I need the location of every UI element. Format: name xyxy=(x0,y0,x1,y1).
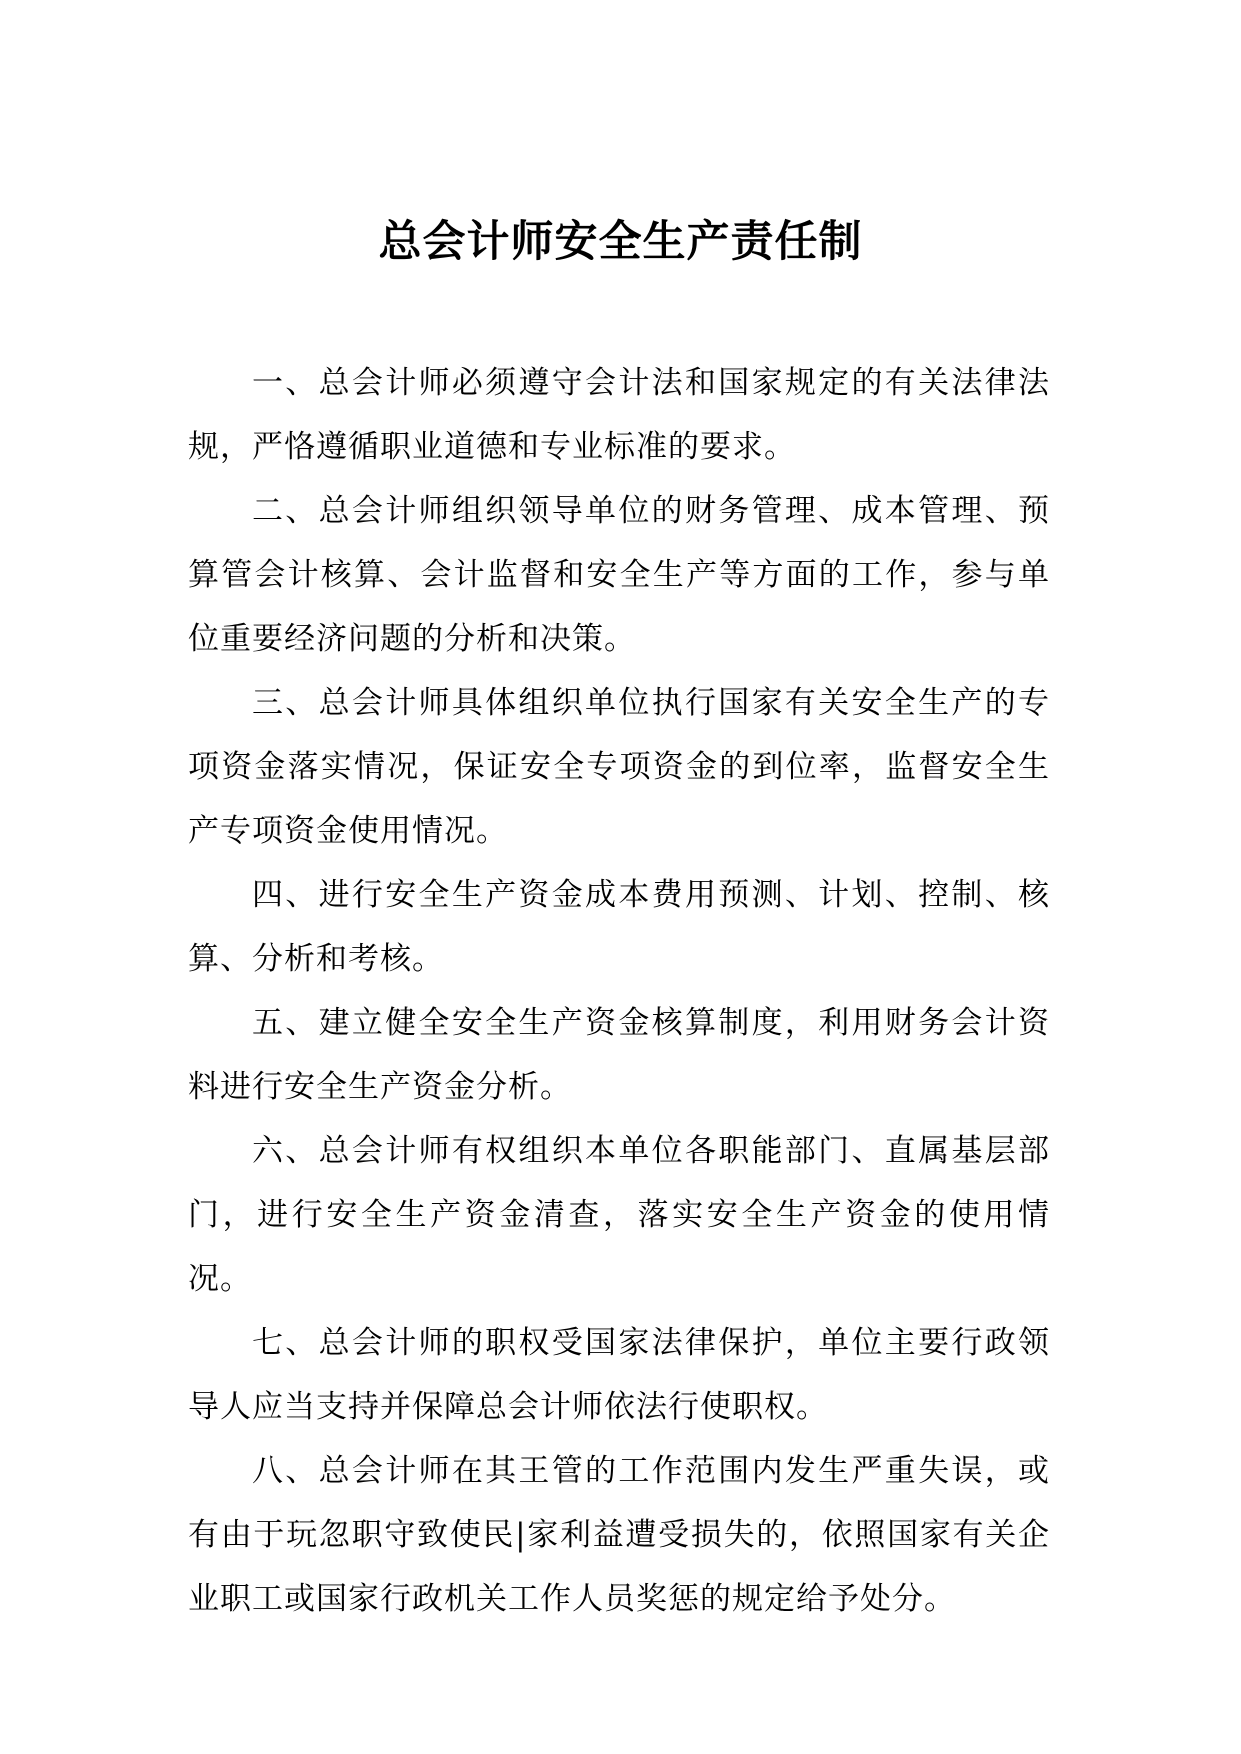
clause-4: 四、进行安全生产资金成本费用预测、计划、控制、核算、分析和考核。 xyxy=(188,877,1050,977)
clause-2: 二、总会计师组织领导单位的财务管理、成本管理、预算管会计核算、会计监督和安全生产等方面的工作，参与单位重要经济问题的分析和决策。 xyxy=(188,493,1050,657)
clause-7: 七、总会计师的职权受国家法律保护，单位主要行政领导人应当支持并保障总会计师依法行使职权。 xyxy=(188,1325,1050,1425)
clause-5: 五、建立健全安全生产资金核算制度，利用财务会计资料进行安全生产资金分析。 xyxy=(188,1005,1050,1105)
clause-6: 六、总会计师有权组织本单位各职能部门、直属基层部门，进行安全生产资金清查，落实安全生产资金的使用情况。 xyxy=(188,1133,1050,1297)
clause-1: 一、总会计师必须遵守会计法和国家规定的有关法律法规，严恪遵循职业道德和专业标准的要求。 xyxy=(188,365,1050,465)
clause-8: 八、总会计师在其王管的工作范围内发生严重失误，或有由于玩忽职守致使民|家利益遭受损失的，依照国家有关企业职工或国家行政机关工作人员奖惩的规定给予处分。 xyxy=(188,1453,1050,1617)
clause-3: 三、总会计师具体组织单位执行国家有关安全生产的专项资金落实情况，保证安全专项资金的到位率，监督安全生产专项资金使用情况。 xyxy=(188,685,1050,849)
document-title: 总会计师安全生产责任制 xyxy=(378,217,863,267)
document-body xyxy=(188,351,1050,1631)
